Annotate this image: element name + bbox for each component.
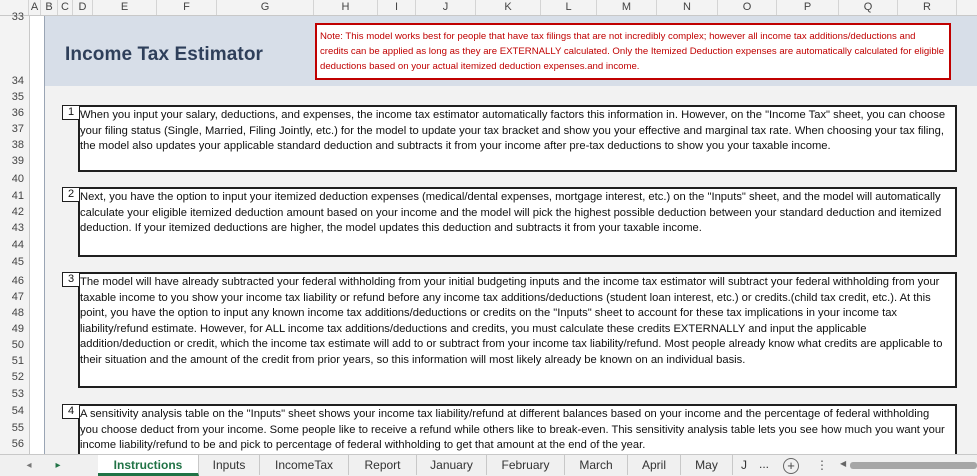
tab-report[interactable]: Report (349, 455, 417, 475)
col-header-k[interactable]: K (476, 0, 541, 15)
row-header-51[interactable]: 51 (11, 355, 24, 367)
col-header-r[interactable]: R (898, 0, 957, 15)
row-header-45[interactable]: 45 (11, 256, 24, 268)
step-number-3: 3 (62, 272, 79, 287)
row-header-54[interactable]: 54 (11, 405, 24, 417)
column-headers (0, 0, 977, 16)
more-tabs-ellipsis[interactable]: ... (758, 457, 769, 471)
col-header-i[interactable]: I (378, 0, 416, 15)
tab-february[interactable]: February (487, 455, 565, 475)
step-text-2: Next, you have the option to input your itemized deduction expenses (medical/dental expenses, mortgage interest, etc.) on the "Inputs" sheet, and the model will automatically calculate your eligible itemized deduction amount based on your income and the model will pick the highest possible deduction between your standard deduction and itemized deduction. If your itemized deductions are higher, the model updates this deduction and subtracts it from your taxable income. (80, 191, 942, 235)
tab-scroll-left-icon[interactable]: ◂ (26, 460, 32, 471)
tab-june-partial[interactable]: J (741, 458, 747, 472)
row-header-44[interactable]: 44 (11, 239, 24, 251)
col-header-q[interactable]: Q (839, 0, 898, 15)
row-header-36[interactable]: 36 (11, 107, 24, 119)
tab-inputs[interactable]: Inputs (199, 455, 260, 475)
step-box-3 (67, 272, 957, 388)
step-box-2 (67, 187, 957, 257)
row-header-46[interactable]: 46 (11, 275, 24, 287)
col-header-b[interactable]: B (41, 0, 58, 15)
row-header-34[interactable]: 34 (11, 75, 24, 87)
col-header-p[interactable]: P (777, 0, 839, 15)
instructions-panel (44, 16, 977, 454)
row-header-42[interactable]: 42 (11, 206, 24, 218)
tab-instructions[interactable]: Instructions (98, 455, 199, 476)
col-header-o[interactable]: O (718, 0, 777, 15)
note-box: Note: This model works best for people that have tax filings that are not incredibly complex; however all income tax additions/deductions and credits can be applied as long as they are EXTERNALLY calculated. Only the Itemized Deduction expenses are automatically calculated for eligible deductions based on your actual itemized deduction expenses.and income. (315, 23, 951, 80)
col-header-c[interactable]: C (58, 0, 73, 15)
tab-incometax[interactable]: IncomeTax (260, 455, 349, 475)
scrollbar-thumb[interactable] (850, 462, 977, 469)
row-header-55[interactable]: 55 (11, 422, 24, 434)
step-text-1: When you input your salary, deductions, and expenses, the income tax estimator automatically factors this information in. However, on the "Income Tax" sheet, you can choose your filing status (Single, Married, Filing Jointly, etc.) for the model to update your tax bracket and show you your effective and marginal tax rate. When choosing your tax filing, the model also updates your applicable standard deduction and subtracts it from your income after pre-tax deductions to show you your taxable income. (80, 109, 946, 153)
step-box-1 (67, 105, 957, 172)
tab-scroll-right-icon[interactable]: ▸ (55, 460, 61, 471)
add-sheet-icon[interactable]: + (783, 458, 799, 474)
row-header-52[interactable]: 52 (11, 371, 24, 383)
row-header-38[interactable]: 38 (11, 139, 24, 151)
step-text-4: A sensitivity analysis table on the "Inputs" sheet shows your income tax liability/refund at different balances based on your income and the percentage of federal withholding you choose deduct from your income. Some people like to receive a refund while others like to break-even. This sensitivity analysis table lets you see how much you want your income liability/refund to be and pick to percentage of federal withholding to get that amount at the end of the year. (80, 408, 945, 452)
row-header-41[interactable]: 41 (11, 190, 24, 202)
row-header-53[interactable]: 53 (11, 388, 24, 400)
row-header-49[interactable]: 49 (11, 323, 24, 335)
row-header-47[interactable]: 47 (11, 291, 24, 303)
tab-january[interactable]: January (417, 455, 487, 475)
page-title: Income Tax Estimator (65, 44, 264, 65)
row-header-37[interactable]: 37 (11, 123, 24, 135)
col-header-h[interactable]: H (314, 0, 378, 15)
tab-march[interactable]: March (565, 455, 628, 475)
tab-april[interactable]: April (628, 455, 681, 475)
scroll-left-arrow-icon[interactable]: ◀ (840, 459, 847, 468)
step-number-4: 4 (62, 404, 79, 419)
col-header-j[interactable]: J (416, 0, 476, 15)
col-header-d[interactable]: D (73, 0, 93, 15)
col-header-f[interactable]: F (157, 0, 217, 15)
tab-may[interactable]: May (681, 455, 733, 475)
row-header-39[interactable]: 39 (11, 155, 24, 167)
sheet-tab-bar (0, 454, 977, 476)
row-header-56[interactable]: 56 (11, 438, 24, 450)
horizontal-scrollbar[interactable] (840, 461, 977, 470)
col-header-m[interactable]: M (597, 0, 657, 15)
step-box-4 (67, 404, 957, 454)
vertical-dots-icon[interactable]: ⋮ (816, 458, 828, 472)
row-header-43[interactable]: 43 (11, 222, 24, 234)
col-header-a[interactable]: A (29, 0, 41, 15)
step-text-3: The model will have already subtracted your federal withholding from your initial budgeting inputs and the income tax estimator will subtract your federal withholding from your taxable income to you show your income tax liability or refund before any income tax additions/deductions (student loan interest, etc.) or credits.(child tax credit, etc.). At this point, you have the option to input any known income tax additions/deductions or credits on the "Inputs" sheet to account for these tax implications in your income tax liability/refund estimate. However, for ALL income tax additions/deductions and credits, you must calculate these credits EXTERNALLY and input the applicable addition/deduction or credit, which the income tax estimate will add to or subtract from your income tax liability/refund. Most people already know what credits are applicable to their situation and the amount of the credit from prior years, so this information will most likely already be known on an individual basis. (80, 276, 943, 366)
row-headers (0, 11, 30, 454)
header-band (45, 16, 977, 86)
col-header-g[interactable]: G (217, 0, 314, 15)
row-header-50[interactable]: 50 (11, 339, 24, 351)
row-header-33[interactable]: 33 (11, 11, 24, 23)
row-header-48[interactable]: 48 (11, 307, 24, 319)
row-header-40[interactable]: 40 (11, 173, 24, 185)
col-header-e[interactable]: E (93, 0, 157, 15)
col-header-n[interactable]: N (657, 0, 718, 15)
worksheet-grid[interactable] (30, 16, 977, 454)
step-number-1: 1 (62, 105, 79, 120)
step-number-2: 2 (62, 187, 79, 202)
row-header-35[interactable]: 35 (11, 91, 24, 103)
col-header-l[interactable]: L (541, 0, 597, 15)
